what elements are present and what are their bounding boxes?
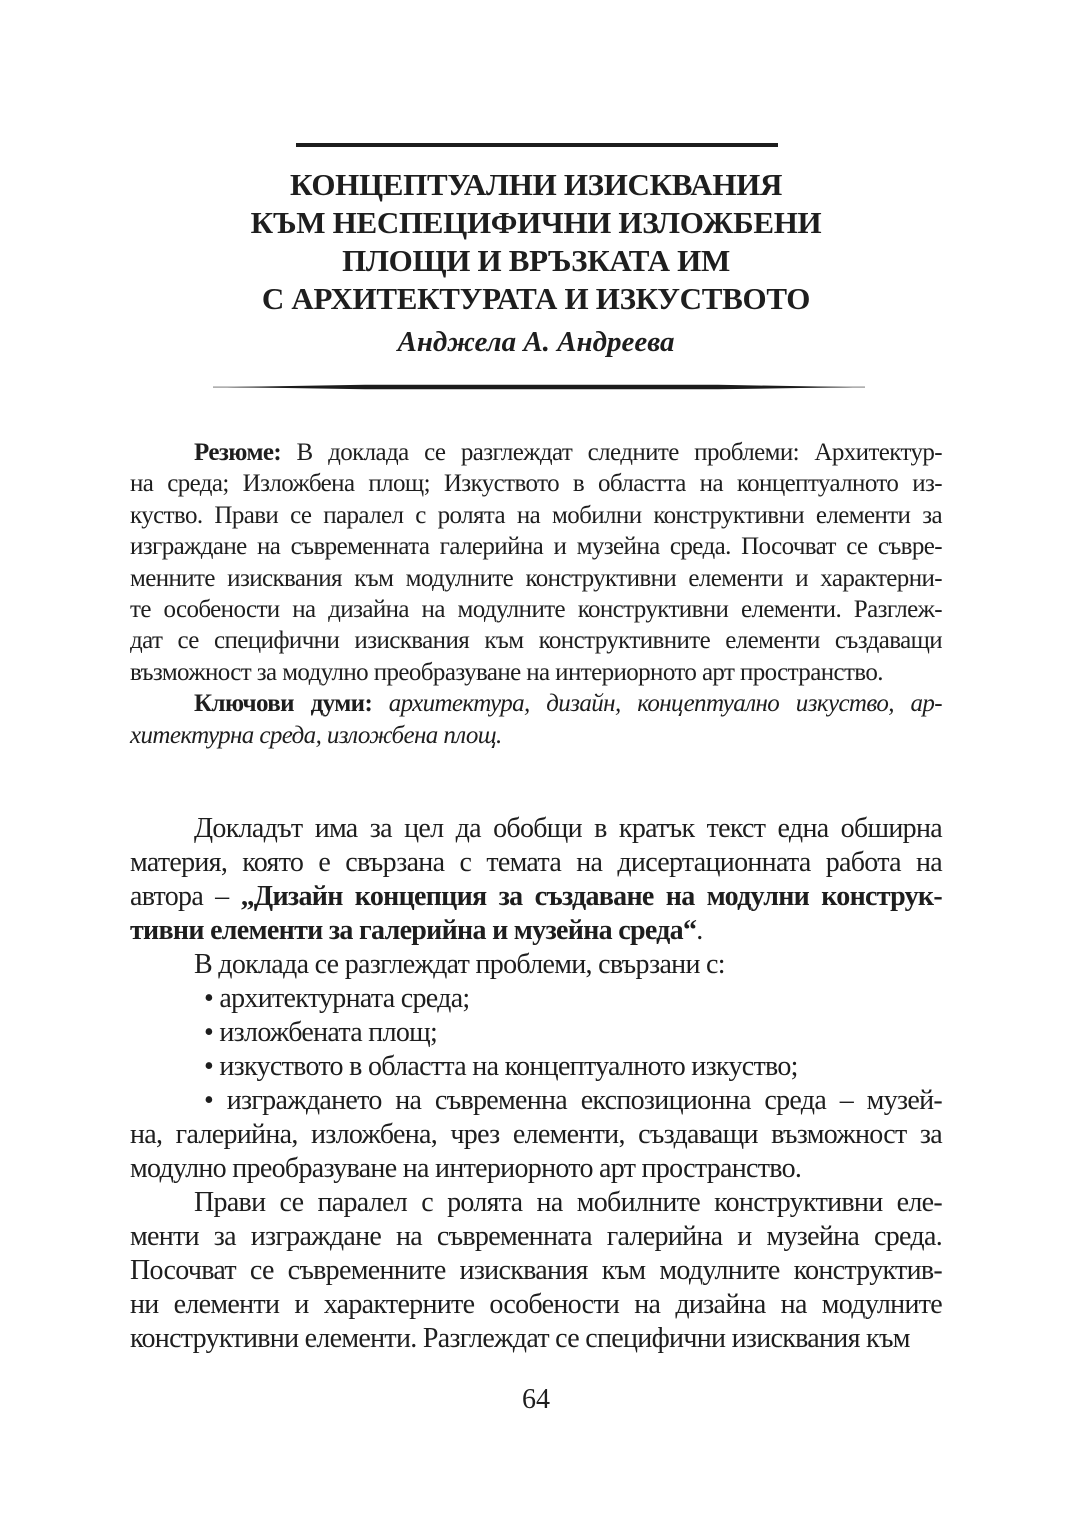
text-line: менните изисквания към модулните конструктивни елементи и характерни-	[130, 564, 942, 592]
text-line: С АРХИТЕКТУРАТА И ИЗКУСТВОТО	[261, 281, 811, 316]
title-rule-top	[296, 143, 778, 147]
text-line: изграждане на съвременната галерийна и музейна среда. Посочват се съвре-	[130, 533, 942, 561]
text-line: Резюме: В доклада се разглеждат следните проблеми: Архитектур-	[194, 439, 942, 466]
body-paragraph-3	[130, 1186, 942, 1356]
body-paragraph-1	[130, 812, 942, 948]
body-paragraph-2	[130, 948, 942, 982]
text-line: модулно преобразуване на интериорното арт пространство.	[130, 1153, 802, 1184]
text-line: В доклада се разглеждат проблеми, свързани с:	[194, 949, 725, 980]
text-line: Докладът има за цел да обобщи в кратък текст една обширна	[194, 813, 942, 844]
text-line: дат се специфични изисквания към конструктивните елементи създаващи	[130, 627, 942, 655]
bullet-item-1	[130, 982, 942, 1016]
text-line: • архитектурната среда;	[204, 983, 470, 1014]
body-text	[130, 812, 942, 1356]
text-line: Ключови думи: архитектура, дизайн, концептуално изкуство, ар-	[194, 690, 942, 718]
text-line: Прави се паралел с ролята на мобилните конструктивни еле-	[194, 1187, 942, 1218]
text-line: хитектурна среда, изложбена площ.	[130, 721, 502, 749]
text-line: менти за изграждане на съвременната галерийна и музейна среда.	[130, 1221, 942, 1252]
text-line: • изграждането на съвременна експозиционна среда – музей-	[204, 1085, 942, 1116]
text-line: те особености на дизайна на модулните конструктивни елементи. Разглеж-	[130, 596, 942, 624]
author-name: Анджела А. Андреева	[397, 326, 675, 358]
text-line: Посочват се съвременните изисквания към модулните конструктив-	[130, 1255, 942, 1286]
bullet-item-4	[130, 1084, 942, 1186]
text-line: на, галерийна, изложбена, чрез елементи, създаващи възможност за	[130, 1119, 942, 1150]
text-line: автора – „Дизайн концепция за създаване на модулни конструк-	[130, 881, 942, 912]
keywords-paragraph	[130, 688, 942, 751]
text-line: материя, която е свързана с темата на дисертационната работа на	[130, 847, 942, 878]
paper-title	[130, 166, 942, 318]
text-line: куство. Прави се паралел с ролята на мобилни конструктивни елементи за	[130, 501, 942, 529]
bullet-item-3	[130, 1050, 942, 1084]
text-line: КЪМ НЕСПЕЦИФИЧНИ ИЗЛОЖБЕНИ	[250, 205, 822, 240]
abstract-paragraph	[130, 437, 942, 688]
text-line: • изложбената площ;	[204, 1017, 438, 1048]
text-line: тивни елементи за галерийна и музейна среда“.	[130, 915, 703, 946]
text-line: на среда; Изложбена площ; Изкуството в областта на концептуалното из-	[130, 470, 942, 498]
text-line: конструктивни елементи. Разглеждат се специфични изисквания към	[130, 1323, 910, 1354]
title-rule-bottom	[203, 383, 875, 391]
bullet-item-2	[130, 1016, 942, 1050]
text-line: КОНЦЕПТУАЛНИ ИЗИСКВАНИЯ	[289, 167, 783, 202]
text-line: • изкуството в областта на концептуалното изкуство;	[204, 1051, 798, 1082]
text-line: ПЛОЩИ И ВРЪЗКАТА ИМ	[342, 243, 730, 278]
text-line: възможност за модулно преобразуване на интериорното арт пространство.	[130, 658, 883, 686]
text-line: ни елементи и характерните особености на дизайна на модулните	[130, 1289, 942, 1320]
abstract-section	[130, 437, 942, 751]
page-number: 64	[522, 1384, 550, 1415]
